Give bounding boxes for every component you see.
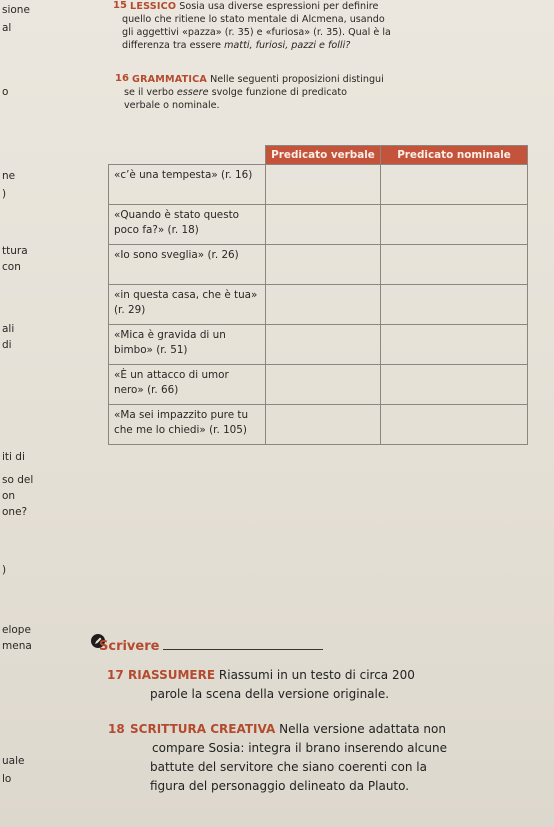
quote-cell: [109, 325, 266, 365]
line-reference: (r. 105): [209, 424, 247, 436]
quote-text: «in questa casa, che è tua»: [114, 289, 258, 301]
answer-cell-nominale[interactable]: [381, 365, 528, 405]
quote-cell: [109, 365, 266, 405]
exercise-number: 17: [107, 668, 124, 682]
quote-text: «È un attacco di umor nero»: [114, 369, 229, 396]
exercise-keyword: SCRITTURA CREATIVA: [130, 722, 276, 736]
table-row: [109, 245, 528, 285]
exercise-text: differenza tra essere: [122, 40, 225, 51]
answer-cell-verbale[interactable]: [266, 245, 381, 285]
table-row: [109, 365, 528, 405]
answer-cell-nominale[interactable]: [381, 165, 528, 205]
margin-fragment: lo: [2, 773, 12, 785]
margin-fragment: ne: [2, 170, 16, 182]
margin-fragment: iti di: [2, 451, 25, 463]
answer-cell-verbale[interactable]: [266, 365, 381, 405]
answer-cell-verbale[interactable]: [266, 285, 381, 325]
answer-cell-verbale[interactable]: [266, 325, 381, 365]
quote-text: «Quando è stato questo poco fa?»: [114, 209, 240, 236]
margin-fragment: so del: [2, 474, 34, 486]
exercise-text: figura del personaggio delineato da Plauto.: [150, 779, 410, 793]
exercise-text-italic: matti, furiosi, pazzi e folli?: [224, 40, 351, 51]
quote-text: «c’è una tempesta»: [114, 169, 218, 181]
exercise-keyword: RIASSUMERE: [128, 668, 216, 682]
margin-fragment: ): [2, 188, 7, 200]
quote-text: «Mica è gravida di un bimbo»: [114, 329, 226, 356]
margin-fragment: uale: [2, 755, 25, 767]
answer-cell-verbale[interactable]: [266, 205, 381, 245]
table-row: [109, 325, 528, 365]
exercise-text: compare Sosia: integra il brano inserendo alcune: [152, 741, 448, 755]
margin-fragment: ): [2, 564, 7, 576]
line-reference: (r. 51): [156, 344, 188, 356]
exercise-text: Sosia usa diverse espressioni per definire: [179, 1, 379, 12]
exercise-text-italic: essere: [176, 87, 209, 98]
table-row: [109, 165, 528, 205]
line-reference: (r. 29): [114, 304, 146, 316]
answer-cell-nominale[interactable]: [381, 325, 528, 365]
answer-line: [163, 638, 323, 650]
answer-cell-nominale[interactable]: [381, 405, 528, 445]
quote-cell: [109, 205, 266, 245]
exercise-text: battute del servitore che siano coerenti con la: [150, 760, 427, 774]
exercise-keyword: GRAMMATICA: [132, 74, 208, 85]
exercise-text: verbale o nominale.: [124, 100, 220, 111]
quote-text: «Ma sei impazzito pure tu che me lo chiedi»: [114, 409, 249, 436]
predicate-table: [108, 145, 528, 445]
quote-cell: [109, 285, 266, 325]
exercise-text: Nella versione adattata non: [279, 722, 446, 736]
exercise-text: gli aggettivi «pazza» (r. 35) e «furiosa» (r. 35). Qual è la: [122, 27, 391, 38]
margin-fragment: con: [2, 261, 21, 273]
margin-fragment: ali: [2, 323, 15, 335]
quote-cell: [109, 405, 266, 445]
exercise-number: 15: [113, 0, 127, 11]
margin-fragment: elope: [2, 624, 31, 636]
answer-cell-verbale[interactable]: [266, 405, 381, 445]
margin-fragment: on: [2, 490, 16, 502]
quote-cell: [109, 245, 266, 285]
section-title: Scrivere: [99, 639, 160, 654]
margin-fragment: o: [2, 86, 9, 98]
margin-fragment: sione: [2, 4, 30, 16]
exercise-text: se il verbo: [124, 87, 177, 98]
answer-cell-nominale[interactable]: [381, 285, 528, 325]
exercise-text: quello che ritiene lo stato mentale di Alcmena, usando: [122, 14, 385, 25]
margin-fragment: di: [2, 339, 12, 351]
exercise-text: parole la scena della versione originale.: [150, 687, 390, 701]
table-row: [109, 405, 528, 445]
line-reference: (r. 18): [167, 224, 199, 236]
exercise-text: svolge funzione di predicato: [208, 87, 348, 98]
column-header-nominale: Predicato nominale: [381, 146, 528, 165]
margin-fragment: mena: [2, 640, 32, 652]
line-reference: (r. 66): [147, 384, 179, 396]
margin-fragment: one?: [2, 506, 28, 518]
margin-fragment: al: [2, 22, 12, 34]
line-reference: (r. 16): [221, 169, 253, 181]
table-body: [109, 165, 528, 445]
answer-cell-nominale[interactable]: [381, 205, 528, 245]
exercise-keyword: LESSICO: [130, 1, 177, 12]
answer-cell-nominale[interactable]: [381, 245, 528, 285]
table-row: [109, 205, 528, 245]
table-corner: [109, 146, 266, 165]
exercise-number: 18: [108, 722, 125, 736]
exercise-text: Riassumi in un testo di circa 200: [218, 668, 415, 682]
section-heading-scrivere: [99, 638, 323, 654]
exercise-number: 16: [115, 73, 129, 84]
quote-cell: [109, 165, 266, 205]
exercise-text: Nelle seguenti proposizioni distingui: [210, 74, 384, 85]
answer-cell-verbale[interactable]: [266, 165, 381, 205]
margin-fragment: ttura: [2, 245, 28, 257]
quote-text: «Io sono sveglia»: [114, 249, 205, 261]
line-reference: (r. 26): [207, 249, 239, 261]
column-header-verbale: Predicato verbale: [266, 146, 381, 165]
table-row: [109, 285, 528, 325]
